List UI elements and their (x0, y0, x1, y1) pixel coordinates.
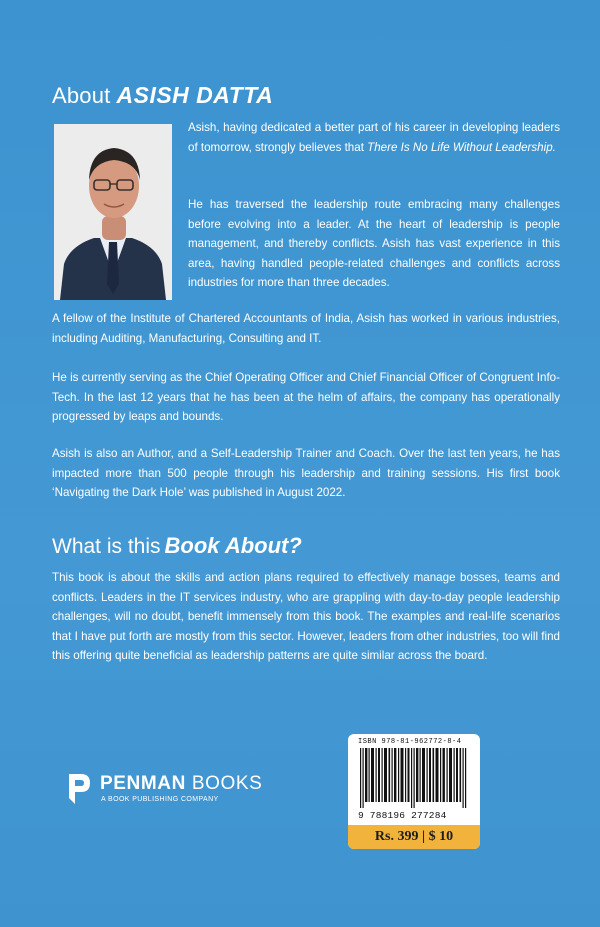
publisher-name-bold: PENMAN (100, 773, 186, 794)
publisher-logo (66, 770, 286, 810)
book-about-heading (52, 533, 302, 560)
barcode-digits: 9 788196 277284 (358, 810, 447, 821)
author-bio-paragraph-5: Asish is also an Author, and a Self-Leadership Trainer and Coach. Over the last ten years, he has impacted more than 500 people through his leadership and training sessions. His first book ‘Navigating the Dark Hole’ was published in August 2022. (52, 447, 560, 499)
leadership-motto: There Is No Life Without Leadership. (367, 140, 556, 154)
about-heading-prefix: About (52, 83, 111, 108)
price-label: Rs. 399 | $ 10 (348, 825, 480, 849)
author-bio-paragraph-3: A fellow of the Institute of Chartered Accountants of India, Asish has worked in various industries, including Auditing, Manufacturing, Consulting and IT. (52, 312, 560, 345)
author-bio-intro (188, 118, 560, 157)
author-bio-paragraph-4: He is currently serving as the Chief Operating Officer and Chief Financial Officer of Congruent Info-Tech. In the last 12 years that he has been at the helm of affairs, the company has operationally progressed by leaps and bounds. (52, 371, 560, 423)
author-photo (54, 124, 172, 300)
publisher-tagline: A BOOK PUBLISHING COMPANY (101, 796, 219, 803)
publisher-name (100, 773, 262, 795)
author-name: ASISH DATTA (116, 82, 274, 108)
isbn-barcode-label (348, 734, 480, 849)
author-bio-intro-text: Asish, having dedicated a better part of his career in developing leaders of tomorrow, strongly believes that (188, 121, 560, 154)
book-description: This book is about the skills and action plans required to effectively manage bosses, teams and conflicts. Leaders in the IT services industry, who are grappling with day-to-day people leadership challenges, will no doubt, benefit immensely from this book. The examples and real-life scenarios that I have put forth are mostly from this sector. However, leaders from other industries, too will find this offering quite beneficial as leadership patterns are quite similar across the board. (52, 571, 560, 662)
author-bio-paragraph-2: He has traversed the leadership route embracing many challenges before evolving into a leader. At the heart of leadership is people management, and thereby conflicts. Asish has vast experience in this area, having handled people-related challenges and conflicts across industries for more than three decades. (188, 198, 560, 289)
isbn-number: ISBN 978-81-962772-8-4 (358, 738, 462, 746)
publisher-name-light: BOOKS (185, 773, 263, 794)
barcode-icon (358, 748, 470, 808)
penman-pen-icon (66, 772, 92, 806)
book-heading-prefix: What is this (52, 535, 161, 558)
author-portrait-illustration (54, 124, 172, 300)
book-heading-emphasis: Book About? (164, 533, 302, 558)
about-author-heading (52, 82, 273, 109)
